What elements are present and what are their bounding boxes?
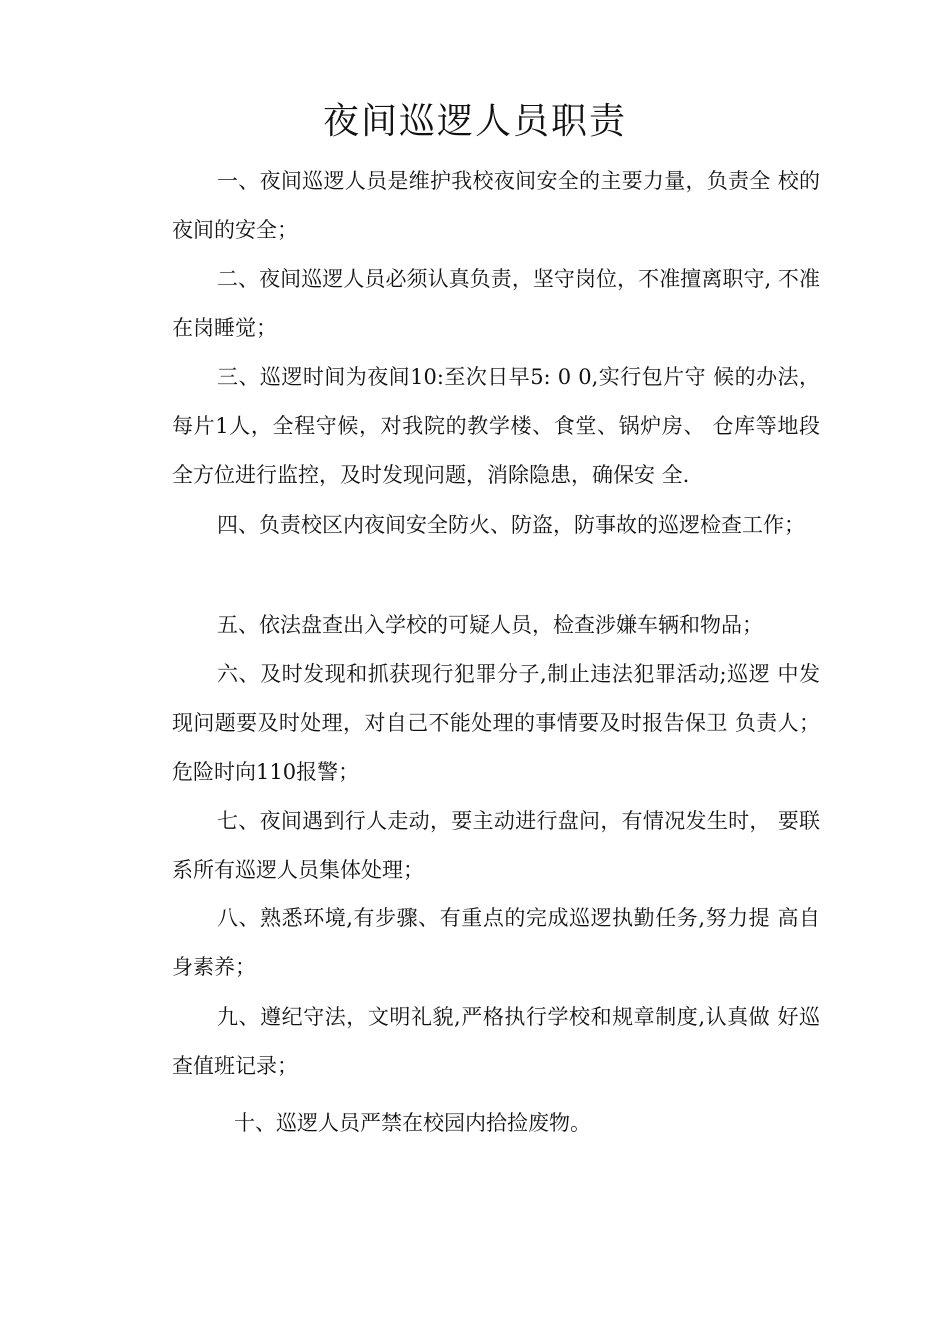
duty-paragraph-5: 五、依法盘查出入学校的可疑人员，检查涉嫌车辆和物品； [217,613,763,637]
duty-paragraph-9: 九、遵纪守法，文明礼貌,严格执行学校和规章制度,认真做 好巡查值班记录； [172,1005,820,1078]
duty-paragraph-3: 三、巡逻时间为夜间10:至次日早5: 0 0,实行包片守 候的办法，每片1人，全程守候，对我院的教学楼、食堂、锅炉房、 仓库等地段全方位进行监控，及时发现问题，消除隐患，确保安 全. [172,365,820,487]
duty-paragraph-7: 七、夜间遇到行人走动，要主动进行盘问，有情况发生时， 要联系所有巡逻人员集体处理； [172,809,820,882]
duty-paragraph-4: 四、负责校区内夜间安全防火、防盗，防事故的巡逻检查工作； [217,513,805,537]
duty-paragraph-2: 二、夜间巡逻人员必须认真负责，坚守岗位，不准擅离职守, 不准在岗睡觉； [172,267,820,340]
duty-paragraph-6: 六、及时发现和抓获现行犯罪分子,制止违法犯罪活动;巡逻 中发现问题要及时处理，对自己不能处理的事情要及时报告保卫 负责人；危险时向110报警； [172,662,820,784]
duty-paragraph-8: 八、熟悉环境,有步骤、有重点的完成巡逻执勤任务,努力提 高自身素养； [172,906,820,979]
duty-paragraph-1: 一、夜间巡逻人员是维护我校夜间安全的主要力量，负责全 校的夜间的安全； [172,169,820,242]
document-title: 夜间巡逻人员职责 [322,101,627,142]
duty-paragraph-10: 十、巡逻人员严禁在校园内拾捡废物。 [234,1111,591,1135]
